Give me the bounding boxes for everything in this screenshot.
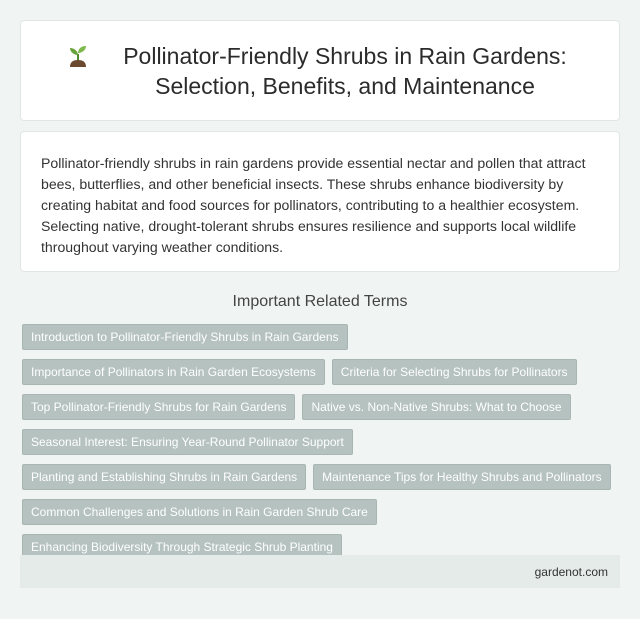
description-card bbox=[20, 131, 620, 272]
header-card bbox=[20, 20, 620, 121]
footer-site-link[interactable]: gardenot.com bbox=[534, 564, 608, 579]
title-wrap bbox=[65, 41, 575, 101]
footer bbox=[20, 555, 620, 588]
sprout-icon bbox=[65, 42, 91, 68]
term-tag[interactable]: Enhancing Biodiversity Through Strategic Shrub Planting bbox=[22, 534, 342, 560]
terms-list bbox=[22, 324, 622, 560]
terms-heading: Important Related Terms bbox=[232, 293, 408, 310]
description-text: Pollinator-friendly shrubs in rain gardens provide essential nectar and pollen that attract bees, butterflies, and other beneficial insects. These shrubs enhance biodiversity by creating habitat and food sources for pollinators, contributing to a healthier ecosystem. Selecting native, drought-tolerant shrubs ensures resilience and supports local wildlife throughout varying weather conditions. bbox=[41, 155, 586, 255]
term-tag[interactable]: Criteria for Selecting Shrubs for Pollinators bbox=[332, 359, 577, 385]
term-tag[interactable]: Planting and Establishing Shrubs in Rain Gardens bbox=[22, 464, 306, 490]
term-tag[interactable]: Seasonal Interest: Ensuring Year-Round Pollinator Support bbox=[22, 429, 353, 455]
term-tag[interactable]: Maintenance Tips for Healthy Shrubs and Pollinators bbox=[313, 464, 611, 490]
term-tag[interactable]: Common Challenges and Solutions in Rain Garden Shrub Care bbox=[22, 499, 377, 525]
term-tag[interactable]: Introduction to Pollinator-Friendly Shrubs in Rain Gardens bbox=[22, 324, 348, 350]
term-tag[interactable]: Native vs. Non-Native Shrubs: What to Choose bbox=[302, 394, 570, 420]
page-title: Pollinator-Friendly Shrubs in Rain Gardens: Selection, Benefits, and Maintenance bbox=[123, 42, 567, 99]
term-tag[interactable]: Importance of Pollinators in Rain Garden Ecosystems bbox=[22, 359, 325, 385]
term-tag[interactable]: Top Pollinator-Friendly Shrubs for Rain Gardens bbox=[22, 394, 295, 420]
